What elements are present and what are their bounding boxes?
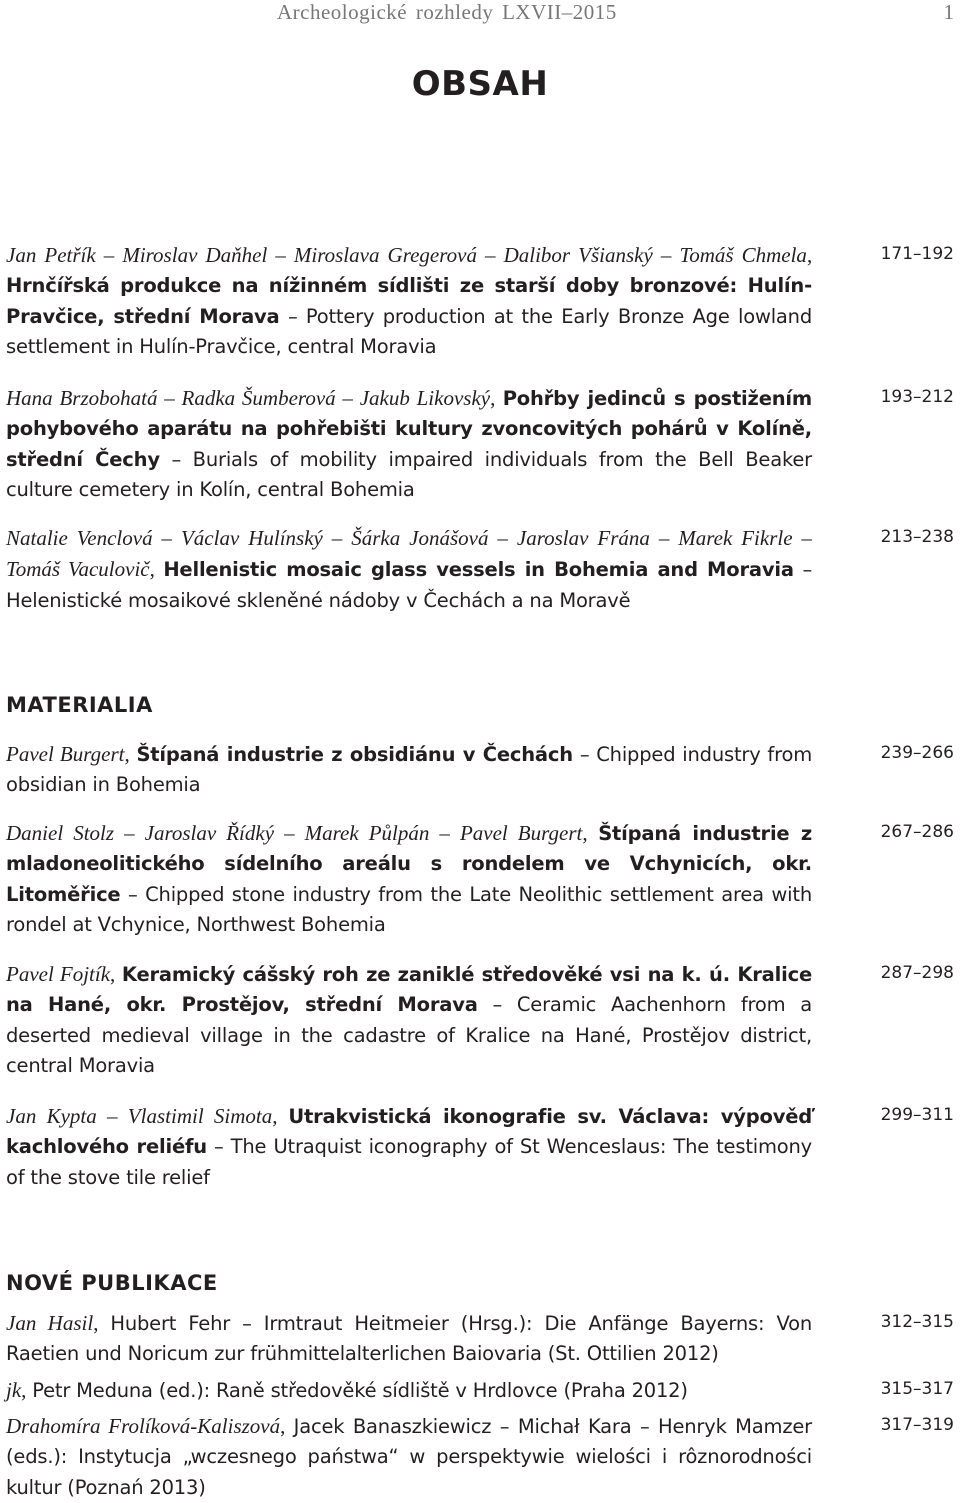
entry-page-range: 315–317 — [880, 1379, 954, 1399]
section-heading-materialia: MATERIALIA — [6, 693, 153, 717]
entry-page-range: 299–311 — [880, 1105, 954, 1125]
entry-page-range: 287–298 — [880, 963, 954, 983]
toc-entry-text: Pavel Fojtík, Keramický cášský roh ze zaniklé středověké vsi na k. ú. Kralice na Hané, okr. Prostějov, střední Morava – Ceramic Aachenhorn from a deserted medieval village in the cadastre of Kralice na Hané, Prostějov district, central Moravia — [6, 962, 813, 1078]
entry-authors: Pavel Burgert — [6, 742, 125, 766]
entry-title-translation: – Chipped stone industry from the Late Neolithic settlement area with rondel at Vchynice, Northwest Bohemia — [6, 882, 813, 937]
entry-title-translation: – Burials of mobility impaired individuals from the Bell Beaker culture cemetery in Kolín, central Bohemia — [6, 447, 812, 502]
entry-title-translation: – The Utraquist iconography of St Wenceslaus: The testimony of the stove tile relief — [6, 1135, 813, 1189]
entry-title-czech: Štípaná industrie z mladoneolitického sídelního areálu s rondelem ve Vchynicích, okr. Litoměřice — [6, 822, 812, 906]
entry-title-translation: – Helenistické mosaikové skleněné nádoby v Čechách a na Moravě — [6, 558, 812, 612]
entry-authors: Jan Kypta – Vlastimil Simota — [6, 1104, 273, 1128]
toc-entry-text: jk, Petr Meduna (ed.): Raně středověké sídliště v Hrdlovce (Praha 2012) — [6, 1378, 688, 1402]
journal-running-title: Archeologické rozhledy LXVII–2015 — [277, 0, 617, 24]
running-head — [0, 0, 960, 26]
toc-entry-text: Hana Brzobohatá – Radka Šumberová – Jakub Likovský, Pohřby jedinců s postižením pohybového aparátu na pohřebišti kultury zvoncovitých pohárů v Kolíně, střední Čechy – Burials of mobility impaired individuals from the Bell Beaker culture cemetery in Kolín, central Bohemia — [6, 386, 813, 502]
entry-title-translation: – Pottery production at the Early Bronze Age lowland settlement in Hulín-Pravčice, central Moravia — [6, 304, 813, 359]
entry-title-czech: Hrnčířská produkce na nížinném sídlišti ze starší doby bronzové: Hulín-Pravčice, střední Morava — [6, 274, 812, 328]
entry-review-text: Hubert Fehr – Irmtraut Heitmeier (Hrsg.): Die Anfänge Bayerns: Von Raetien und Noricum zur frühmittelalterlichen Baiovaria (St. Ottilien 2012) — [6, 1312, 813, 1366]
entry-title-czech: Keramický cášský roh ze zaniklé středověké vsi na k. ú. Kralice na Hané, okr. Prostějov, střední Morava — [6, 963, 812, 1017]
entry-authors: Drahomíra Frolíková-Kaliszová — [6, 1414, 281, 1438]
entry-page-range: 239–266 — [880, 743, 954, 763]
entry-review-text: Jacek Banaszkiewicz – Michał Kara – Henryk Mamzer (eds.): Instytucja „wczesnego państwa“ w perspektywie wielości i rôznorodności kultur (Poznań 2013) — [6, 1415, 812, 1499]
entry-title-translation: – Ceramic Aachenhorn from a deserted medieval village in the cadastre of Kralice na Hané, Prostějov district, central Moravia — [6, 993, 813, 1078]
entry-review-text: Petr Meduna (ed.): Raně středověké sídliště v Hrdlovce (Praha 2012) — [32, 1379, 688, 1402]
toc-entry-text: Daniel Stolz – Jaroslav Řídký – Marek Půlpán – Pavel Burgert, Štípaná industrie z mladoneolitického sídelního areálu s rondelem ve Vchynicích, okr. Litoměřice – Chipped stone industry from the Late Neolithic settlement area with rondel at Vchynice, Northwest Bohemia — [6, 821, 813, 937]
entry-title-czech: Utrakvistická ikonografie sv. Václava: výpověď kachlového reliéfu — [6, 1105, 813, 1159]
entry-page-range: 317–319 — [880, 1415, 954, 1435]
toc-entry-text: Pavel Burgert, Štípaná industrie z obsidiánu v Čechách – Chipped industry from obsidian in Bohemia — [6, 742, 813, 797]
entry-page-range: 213–238 — [880, 527, 954, 547]
entry-authors: Natalie Venclová – Václav Hulínský – Šárka Jonášová – Jaroslav Frána – Marek Fikrle – Tomáš Vaculovič — [6, 526, 812, 582]
entry-authors: jk — [6, 1378, 22, 1402]
toc-entry-text: Jan Hasil, Hubert Fehr – Irmtraut Heitmeier (Hrsg.): Die Anfänge Bayerns: Von Raetien und Noricum zur frühmittelalterlichen Baiovaria (St. Ottilien 2012) — [6, 1311, 813, 1366]
entry-authors: Daniel Stolz – Jaroslav Řídký – Marek Půlpán – Pavel Burgert — [6, 821, 583, 845]
entry-authors: Pavel Fojtík — [6, 962, 111, 986]
page-number: 1 — [943, 0, 954, 24]
entry-title-czech: Pohřby jedinců s postižením pohybového aparátu na pohřebišti kultury zvoncovitých pohárů v Kolíně, střední Čechy — [6, 387, 813, 471]
section-heading-new-publications: NOVÉ PUBLIKACE — [6, 1271, 218, 1295]
entry-title-translation: – Chipped industry from obsidian in Bohemia — [6, 743, 813, 797]
entry-title-czech: Hellenistic mosaic glass vessels in Bohemia and Moravia — [163, 558, 794, 582]
entry-authors: Jan Hasil — [6, 1311, 94, 1335]
toc-entry-text: Drahomíra Frolíková-Kaliszová, Jacek Banaszkiewicz – Michał Kara – Henryk Mamzer (eds.): Instytucja „wczesnego państwa“ w perspektywie wielości i rôznorodności kultur (Poznań 2013) — [6, 1414, 812, 1499]
entry-authors: Hana Brzobohatá – Radka Šumberová – Jakub Likovský — [6, 386, 491, 410]
entry-authors: Jan Petřík – Miroslav Daňhel – Miroslava Gregerová – Dalibor Všianský – Tomáš Chmela — [6, 243, 807, 267]
toc-entry-text: Jan Petřík – Miroslav Daňhel – Miroslava Gregerová – Dalibor Všianský – Tomáš Chmela, Hrnčířská produkce na nížinném sídlišti ze starší doby bronzové: Hulín-Pravčice, střední Morava – Pottery production at the Early Bronze Age lowland settlement in Hulín-Pravčice, central Moravia — [6, 243, 813, 359]
entry-page-range: 267–286 — [880, 822, 954, 842]
entry-page-range: 171–192 — [880, 244, 954, 264]
entry-page-range: 312–315 — [880, 1312, 954, 1332]
page-title: OBSAH — [411, 64, 549, 104]
entry-page-range: 193–212 — [880, 387, 954, 407]
entry-title-czech: Štípaná industrie z obsidiánu v Čechách — [136, 743, 573, 766]
toc-entry-text: Natalie Venclová – Václav Hulínský – Šárka Jonášová – Jaroslav Frána – Marek Fikrle – Tomáš Vaculovič, Hellenistic mosaic glass vessels in Bohemia and Moravia – Helenistické mosaikové skleněné nádoby v Čechách a na Moravě — [6, 526, 812, 612]
toc-entry-text: Jan Kypta – Vlastimil Simota, Utrakvistická ikonografie sv. Václava: výpověď kachlového reliéfu – The Utraquist iconography of St Wenceslaus: The testimony of the stove tile relief — [6, 1104, 813, 1189]
